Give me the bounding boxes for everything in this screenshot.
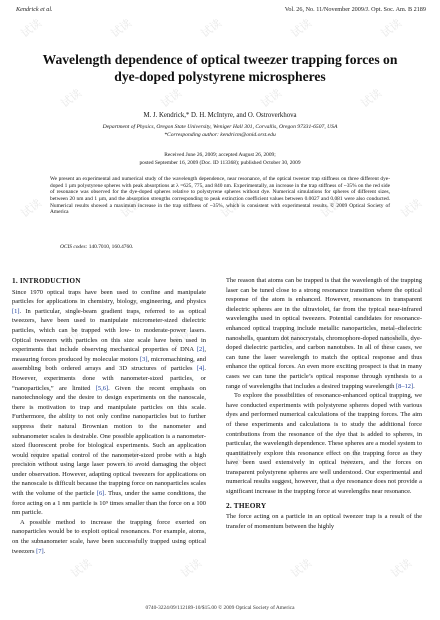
posted-date: posted September 16, 2009 (Doc. ID 113368); published October 30, 2009 (139, 159, 301, 166)
citation-link[interactable]: [6] (96, 490, 105, 498)
text-run: . (413, 382, 415, 390)
watermark-mark: 试读 (358, 86, 384, 111)
running-head-right: Vol. 26, No. 11/November 2009/J. Opt. Soc. Am. B 2189 (284, 6, 426, 13)
watermark-mark: 试读 (18, 196, 44, 221)
left-column (12, 276, 206, 556)
text-run: . However, experiments done with nanometer-sized particles, or “nanoparticles,” are limited (12, 365, 206, 392)
citation-link[interactable]: [2] (196, 346, 205, 354)
watermark-mark: 试读 (58, 326, 84, 351)
watermark-mark: 试读 (118, 196, 144, 221)
running-head-left: Kendrick et al. (16, 6, 53, 13)
watermark-mark: 试读 (18, 16, 44, 41)
watermark-mark: 试读 (18, 446, 44, 471)
citation-link[interactable]: [8–12] (396, 382, 414, 390)
ocis-values: 140.7010, 160.4760. (88, 244, 134, 250)
citation-link[interactable]: [4] (196, 365, 205, 373)
watermark-mark: 试读 (288, 556, 314, 581)
publication-dates (20, 152, 420, 167)
watermark-mark: 试读 (228, 446, 254, 471)
abstract-text: We present an experimental and numerical study of the wavelength dependence, near resonance, of the optical tweezer trap stiffness on three different dye-doped 1 µm polystyrene spheres with peak absorptions at λ =625, 775, and 840 nm. Experimentally, an increase in the trap stiffness of ~35% on the red side of resonance was observed for the dye-doped spheres relative to polystyrene spheres without dye. Numerical simulations for spheres of different sizes, between 20 nm and 1 µm, and the absorption strengths corresponding to peak extinction coefficient values between 0.0027 and 0.081 were also conducted. Numerical results showed a maximum increase in the trap stiffness of ~35%, which is consistent with experimental results. © 2009 Optical Society of America (50, 176, 390, 216)
right-column (226, 276, 422, 531)
section-heading-introduction: 1. INTRODUCTION (12, 276, 81, 285)
watermark-mark: 试读 (178, 556, 204, 581)
watermark-mark: 试读 (108, 16, 134, 41)
watermark-mark: 试读 (388, 556, 414, 581)
ocis-label: OCIS codes: (60, 244, 88, 250)
text-run: . (43, 547, 46, 555)
authors: M. J. Kendrick,* D. H. McIntyre, and O. Ostroverkhova (143, 112, 297, 119)
text-run: A possible method to increase the trapping force exerted on nanoparticles would be to exploit optical resonances. For example, atoms, on the subnanometer scale, have been successfully trapped using optical tweezers (12, 518, 206, 555)
watermark-mark: 试读 (378, 326, 404, 351)
ocis-codes (60, 244, 133, 250)
text-run: , micromachining, and assembling both ordered arrays and 3D structures of particles (12, 355, 206, 373)
text-run: . Given the recent emphasis on nanotechnology and the desire to design experiments on the nanoscale, there is motivation to trap and manipulate particles on this scale. Furthermore, the ability to not only confine nanoparticles but to further suppress their natural Brownian motion to the nanometer and subnanometer scales is desirable. One possible application is a nanometer-sized fluorescent probe for biological experiments. Such an application would require spatial control of the nanometer-sized probe with a high precision without using large laser powers to avoid damaging the object under observation. However, adapting optical tweezers for applications on the nanoscale is difficult because the trapping force on nanoparticles scales with the volume of the particle (12, 384, 206, 498)
intro-paragraph-1 (12, 288, 206, 518)
text-run: The reason that atoms can be trapped is that the wavelength of the trapping laser can be tuned close to a strong resonance transition where the optical response of the atom is enhanced. However, resonances in transparent dielectric spheres are in the ultraviolet, far from the typical near-infrared wavelengths used in optical tweezers. Potential candidates for resonance-enhanced optical trapping include metallic nanoparticles, metal–dielectric nanoshells, quantum dot nanocrystals, chromophore-doped nanoshells, dye-doped dielectric particles, and carbon nanotubes. In all of these cases, we can tune the laser wavelength to match the optical response and thus enhance the optical forces. An even more exciting prospect is that in many cases we can tune the particle’s optical response through synthesis to a range of wavelengths that includes a desired trapping wavelength (226, 277, 422, 390)
intro-paragraph-3 (226, 276, 422, 391)
watermark-mark: 试读 (398, 196, 424, 221)
watermark-mark: 试读 (68, 556, 94, 581)
section-heading-theory: 2. THEORY (226, 500, 267, 510)
text-run: . Thus, under the same conditions, the force acting on a 1 nm particle is 10⁹ times smaller than the force on a 100 nm particle. (12, 490, 206, 517)
watermark-mark: 试读 (168, 326, 194, 351)
watermark-mark: 试读 (158, 86, 184, 111)
paper-title: Wavelength dependence of optical tweezer trapping forces on dye-doped polystyrene microspheres (42, 52, 398, 84)
watermark-mark: 试读 (318, 196, 344, 221)
citation-link[interactable]: [1] (12, 307, 20, 315)
intro-paragraph-2 (12, 518, 206, 556)
affiliation-block (20, 124, 420, 139)
theory-paragraph-1: The force acting on a particle in an optical tweezer trap is a result of the transfer of momentum between the highly (226, 513, 422, 530)
citation-link[interactable]: [7] (36, 547, 44, 555)
corresponding-author: *Corresponding author: kendricm@onid.orst.edu (164, 131, 276, 138)
text-run: , measuring forces produced by molecular motors (12, 346, 206, 363)
watermark-mark: 试读 (278, 326, 304, 351)
watermark-mark: 试读 (338, 446, 364, 471)
page-footer: 0740-3224/09/112189-10/$15.00 © 2009 Optical Society of America (145, 605, 295, 611)
intro-paragraph-4: To explore the possibilities of resonance-enhanced optical trapping, we have conducted experiments with polystyrene spheres doped with various dyes and performed numerical calculations of the trapping forces. The aim of these experiments and calculations is to study the additional force contributions from the resonance of the dye that is added to spheres, in particular, the wavelength dependence. These spheres are a model system to quantitatively explore this resonance effect on the trapping force as they have been used extensively in optical tweezers, and the forces on transparent polystyrene spheres are well understood. Our experimental and numerical results suggest, however, that a dye resonance does not provide a significant increase in the trapping force at wavelengths near resonance. (226, 392, 422, 496)
citation-link[interactable]: [3] (139, 355, 148, 363)
watermark-mark: 试读 (198, 16, 224, 41)
watermark-mark: 试读 (378, 16, 404, 41)
citation-link[interactable]: [5,6] (95, 384, 109, 392)
text-run: . In particular, single-beam gradient traps, referred to as optical tweezers, have been used to manipulate micrometer-sized dielectric particles, which can be trapped with low- to moderate-power lasers. Optical tweezers with particles on this size scale have been used in experiments that include observing mechanical properties of DNA (12, 307, 206, 354)
affiliation: Department of Physics, Oregon State University, Weniger Hall 301, Corvallis, Oregon 97331-6507, USA (102, 124, 338, 130)
watermark-mark: 试读 (118, 446, 144, 471)
watermark-mark: 试读 (288, 16, 314, 41)
watermark-mark: 试读 (258, 86, 284, 111)
watermark-mark: 试读 (58, 86, 84, 111)
watermark-mark: 试读 (218, 196, 244, 221)
received-date: Received June 26, 2009; accepted August 26, 2009; (164, 152, 276, 158)
text-run: Since 1970 optical traps have been used to confine and manipulate particles for applications in chemistry, biology, engineering, and physics (12, 288, 206, 306)
abstract (50, 176, 390, 216)
